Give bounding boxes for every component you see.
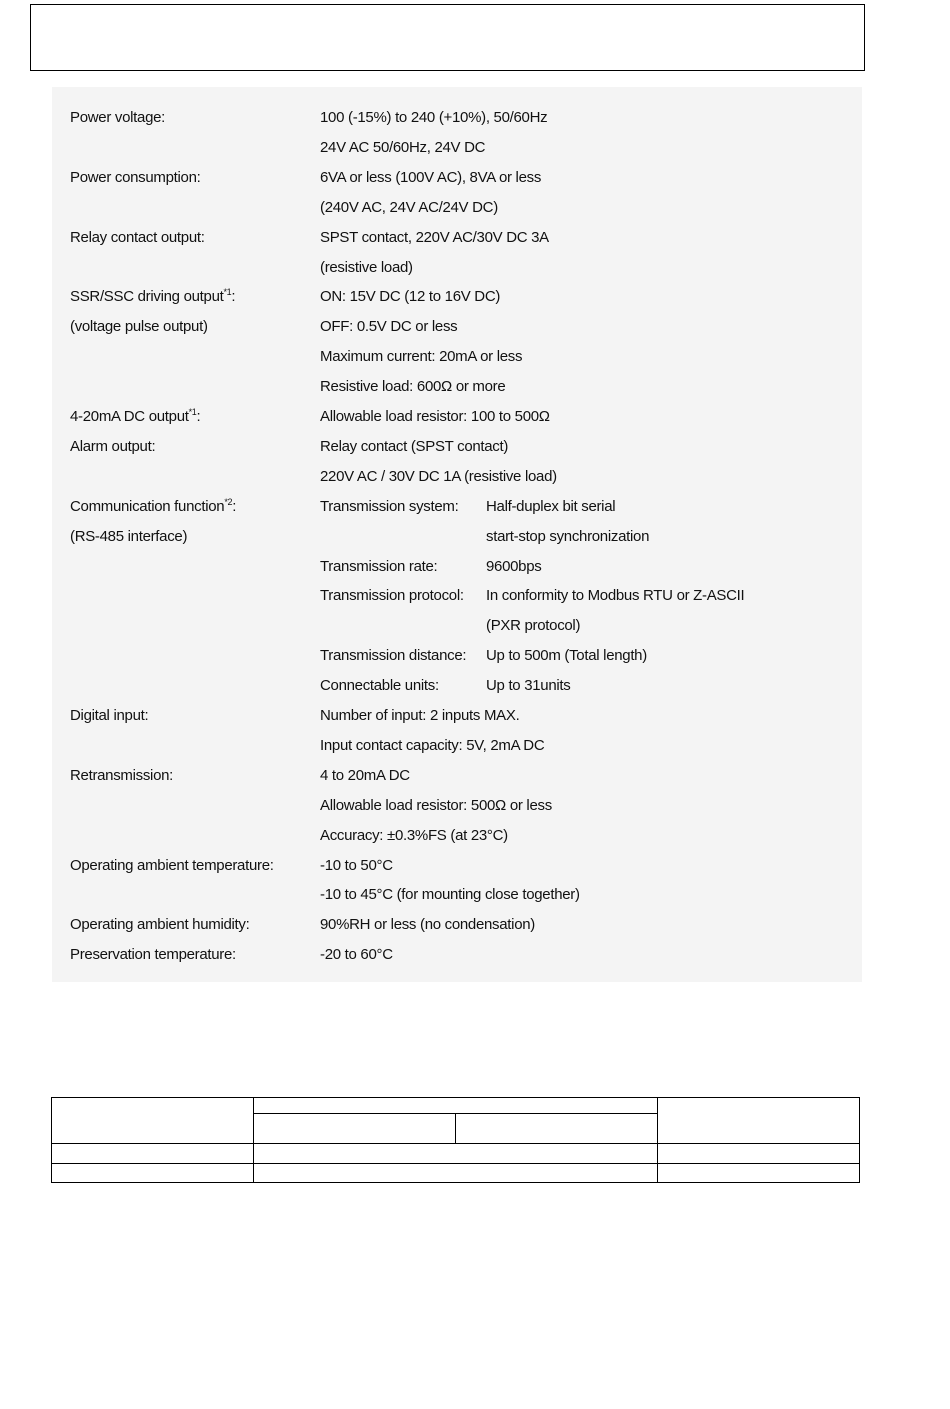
spec-label: Communication function$^{*2}$: — [70, 496, 237, 515]
spec-row — [52, 796, 862, 826]
footnote-marker: *1 — [188, 407, 197, 417]
spec-row — [52, 885, 862, 915]
spec-label: Retransmission: — [70, 766, 174, 784]
spec-row — [52, 347, 862, 377]
spec-row — [52, 945, 862, 975]
spec-value: Allowable load resistor: 100 to 500Ω — [320, 408, 550, 425]
spec-label: Operating ambient humidity: — [70, 916, 250, 934]
spec-value: -10 to 50°C — [320, 856, 393, 874]
spec-value: 220V AC / 30V DC 1A (resistive load) — [320, 467, 557, 485]
spec-label: Preservation temperature: — [70, 946, 236, 964]
spec-value: (resistive load) — [320, 258, 413, 276]
spec-value: Input contact capacity: 5V, 2mA DC — [320, 736, 545, 754]
spec-sublabel: Transmission rate: — [320, 557, 438, 575]
spec-label: 4-20mA DC output$^{*1}$: — [70, 407, 201, 425]
spec-row — [52, 646, 862, 676]
spec-panel — [52, 87, 862, 982]
spec-subvalue: Half-duplex bit serial — [486, 497, 616, 515]
spec-row — [52, 676, 862, 706]
spec-value: 90%RH or less (no condensation) — [320, 916, 535, 934]
spec-row — [52, 108, 862, 138]
spec-label: (RS-485 interface) — [70, 527, 188, 545]
spec-label: Power consumption: — [70, 168, 201, 186]
spec-row — [52, 706, 862, 736]
spec-sublabel: Transmission distance: — [320, 647, 467, 665]
spec-subvalue: 9600bps — [486, 557, 542, 575]
spec-sublabel: Connectable units: — [320, 677, 439, 695]
spec-row — [52, 168, 862, 198]
spec-subvalue: start-stop synchronization — [486, 527, 650, 545]
spec-row — [52, 258, 862, 288]
spec-label: Operating ambient temperature: — [70, 856, 274, 874]
spec-label: Power voltage: — [70, 109, 166, 126]
spec-value: Maximum current: 20mA or less — [320, 348, 523, 366]
spec-value: 100 (-15%) to 240 (+10%), 50/60Hz — [320, 109, 548, 126]
spec-sublabel: Transmission protocol: — [320, 587, 464, 605]
spec-value: Allowable load resistor: 500Ω or less — [320, 796, 552, 814]
spec-row — [52, 736, 862, 766]
spec-row — [52, 377, 862, 407]
spec-row — [52, 198, 862, 228]
footnote-marker: *2 — [224, 496, 233, 507]
spec-subvalue: Up to 31units — [486, 677, 571, 695]
spec-row — [52, 287, 862, 317]
spec-value: -10 to 45°C (for mounting close together) — [320, 886, 580, 904]
spec-row — [52, 557, 862, 587]
spec-value: Accuracy: ±0.3%FS (at 23°C) — [320, 826, 508, 844]
spec-row — [52, 527, 862, 557]
spec-subvalue: In conformity to Modbus RTU or Z-ASCII — [486, 587, 745, 605]
spec-row — [52, 826, 862, 856]
spec-value: OFF: 0.5V DC or less — [320, 318, 458, 336]
spec-row — [52, 915, 862, 945]
spec-value: 24V AC 50/60Hz, 24V DC — [320, 138, 486, 156]
spec-row — [52, 497, 862, 527]
spec-value: 4 to 20mA DC — [320, 766, 410, 784]
spec-value: Relay contact (SPST contact) — [320, 437, 509, 455]
spec-value: ON: 15V DC (12 to 16V DC) — [320, 288, 501, 306]
spec-value: SPST contact, 220V AC/30V DC 3A — [320, 228, 549, 246]
spec-row — [52, 467, 862, 497]
spec-row — [52, 586, 862, 616]
spec-row — [52, 317, 862, 347]
spec-subvalue: (PXR protocol) — [486, 617, 581, 635]
spec-label: (voltage pulse output) — [70, 318, 208, 336]
spec-value: 6VA or less (100V AC), 8VA or less — [320, 168, 542, 186]
spec-label: Digital input: — [70, 707, 149, 724]
spec-row — [52, 616, 862, 646]
spec-row — [52, 407, 862, 437]
header-box — [30, 4, 865, 71]
spec-row — [52, 228, 862, 258]
spec-label: SSR/SSC driving output$^{*1}$: — [70, 287, 236, 306]
spec-label: Relay contact output: — [70, 228, 205, 246]
spec-row — [52, 138, 862, 168]
empty-table — [51, 1097, 860, 1183]
spec-value: Resistive load: 600Ω or more — [320, 378, 506, 396]
spec-value: -20 to 60°C — [320, 946, 393, 964]
spec-value: Number of input: 2 inputs MAX. — [320, 707, 520, 724]
spec-label: Alarm output: — [70, 437, 156, 455]
spec-row — [52, 766, 862, 796]
spec-subvalue: Up to 500m (Total length) — [486, 647, 647, 665]
footnote-marker: *1 — [223, 287, 232, 298]
spec-row — [52, 856, 862, 886]
spec-value: (240V AC, 24V AC/24V DC) — [320, 198, 498, 216]
spec-row — [52, 437, 862, 467]
spec-sublabel: Transmission system: — [320, 497, 459, 515]
